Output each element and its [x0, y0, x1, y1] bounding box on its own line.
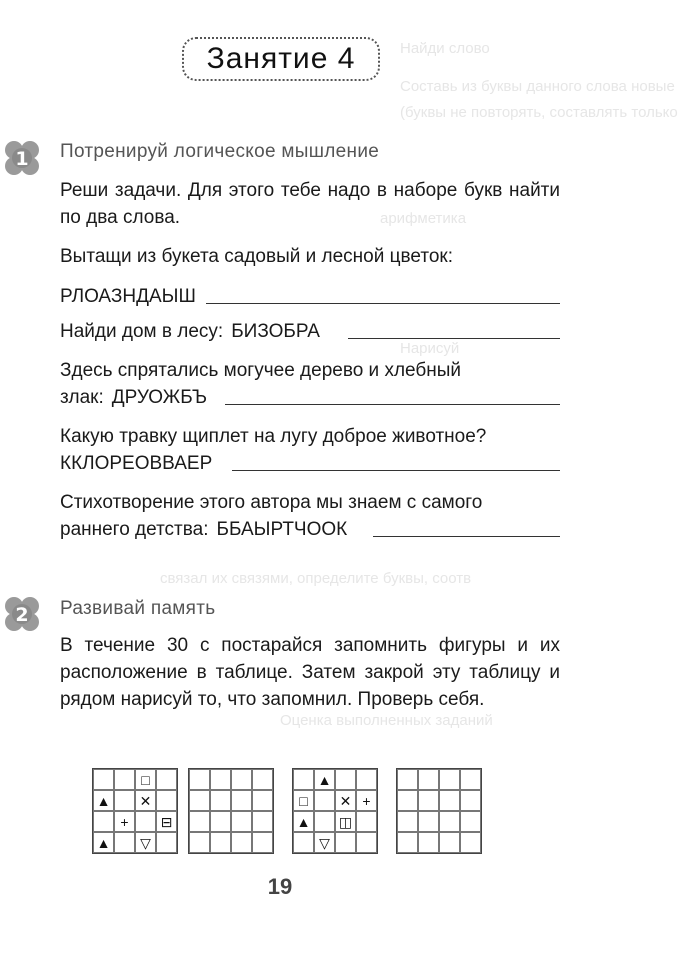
grid-cell[interactable] — [231, 790, 252, 811]
task-5-question-line1: Стихотворение этого автора мы знаем с самого — [60, 492, 483, 513]
grid-cell[interactable] — [210, 811, 231, 832]
grid-cell: ⊟ — [156, 811, 177, 832]
memory-grid-2-empty[interactable] — [188, 768, 274, 854]
grid-cell — [356, 769, 377, 790]
task-1-letters: РЛОАЗНДАЫШ — [60, 286, 196, 307]
grid-cell[interactable] — [460, 769, 481, 790]
grid-cell[interactable] — [189, 790, 210, 811]
memory-grid-3 — [292, 768, 378, 854]
grid-cell — [293, 832, 314, 853]
grid-cell: ▲ — [293, 811, 314, 832]
memory-grid-1 — [92, 768, 178, 854]
grid-cell — [356, 832, 377, 853]
section-2-badge-number: 2 — [15, 604, 29, 626]
grid-cell: ▽ — [135, 832, 156, 853]
grid-cell[interactable] — [397, 790, 418, 811]
grid-cell — [314, 790, 335, 811]
section-2-badge-icon — [2, 594, 42, 634]
task-1-answer-blank[interactable] — [206, 303, 560, 304]
grid-cell[interactable] — [460, 790, 481, 811]
grid-cell[interactable] — [397, 811, 418, 832]
page-number: 19 — [267, 874, 293, 899]
grid-cell[interactable] — [231, 811, 252, 832]
section-2-text: В течение 30 с постарайся запомнить фигуры и их расположение в таблице. Затем закрой эту таблицу и рядом нарисуй то, что запомнил. Проверь себя. — [60, 635, 560, 710]
grid-cell — [93, 769, 114, 790]
grid-cell: ▽ — [314, 832, 335, 853]
grid-cell[interactable] — [397, 769, 418, 790]
task-5-answer-blank[interactable] — [373, 536, 560, 537]
grid-cell[interactable] — [252, 832, 273, 853]
grid-cell — [135, 811, 156, 832]
section-1-badge-number: 1 — [15, 148, 29, 170]
task-3-answer-blank[interactable] — [225, 404, 560, 405]
grid-cell[interactable] — [460, 832, 481, 853]
task-4-line — [60, 450, 560, 477]
memory-grid-4-empty[interactable] — [396, 768, 482, 854]
task-3-question-line1: Здесь спрятались могучее дерево и хлебный — [60, 360, 462, 381]
grid-cell[interactable] — [189, 832, 210, 853]
task-2-line — [60, 318, 560, 345]
task-1-answer-line — [60, 283, 560, 310]
grid-cell — [156, 769, 177, 790]
grid-cell[interactable] — [439, 811, 460, 832]
lesson-title: Занятие 4 — [182, 37, 380, 81]
grid-cell[interactable] — [210, 832, 231, 853]
grid-cell — [93, 811, 114, 832]
task-1-question: Вытащи из букета садовый и лесной цветок: — [60, 246, 453, 267]
grid-cell: ▲ — [314, 769, 335, 790]
grid-cell: + — [114, 811, 135, 832]
grid-cell — [335, 832, 356, 853]
grid-cell: □ — [293, 790, 314, 811]
grid-cell[interactable] — [210, 769, 231, 790]
grid-cell: ▲ — [93, 790, 114, 811]
grid-cell[interactable] — [439, 832, 460, 853]
task-5-letters: ББАЫРТЧООК — [216, 519, 348, 540]
grid-cell[interactable] — [397, 832, 418, 853]
grid-cell[interactable] — [418, 790, 439, 811]
grid-cell — [335, 769, 356, 790]
task-5-line — [60, 516, 560, 543]
grid-cell[interactable] — [252, 811, 273, 832]
grid-cell — [356, 811, 377, 832]
task-2-answer-blank[interactable] — [348, 338, 560, 339]
grid-cell: ✕ — [135, 790, 156, 811]
grid-cell — [156, 832, 177, 853]
grid-cell — [314, 811, 335, 832]
task-4-answer-blank[interactable] — [232, 470, 560, 471]
grid-cell: □ — [135, 769, 156, 790]
grid-cell — [114, 769, 135, 790]
grid-cell[interactable] — [439, 790, 460, 811]
grid-cell[interactable] — [210, 790, 231, 811]
grid-cell[interactable] — [418, 769, 439, 790]
grid-cell[interactable] — [189, 811, 210, 832]
grid-cell[interactable] — [231, 832, 252, 853]
grid-cell — [114, 790, 135, 811]
grid-cell[interactable] — [189, 769, 210, 790]
grid-cell[interactable] — [252, 769, 273, 790]
grid-cell[interactable] — [231, 769, 252, 790]
grid-cell: ▲ — [93, 832, 114, 853]
section-1-intro: Реши задачи. Для этого тебе надо в наборе букв найти по два слова. — [60, 180, 560, 228]
task-5-question-line2: раннего детства: — [60, 519, 209, 540]
task-2-letters: БИЗОБРА — [231, 321, 320, 342]
grid-cell: ◫ — [335, 811, 356, 832]
grid-cell[interactable] — [252, 790, 273, 811]
section-1-badge-icon — [2, 138, 42, 178]
grid-cell — [156, 790, 177, 811]
section-2-heading: Развивай память — [60, 598, 216, 619]
task-4-letters: ККЛОРЕОВВАЕР — [60, 453, 213, 474]
grid-cell[interactable] — [418, 811, 439, 832]
grid-cell[interactable] — [418, 832, 439, 853]
grid-cell: + — [356, 790, 377, 811]
task-2-question: Найди дом в лесу: — [60, 321, 224, 342]
grid-cell — [293, 769, 314, 790]
grid-cell — [114, 832, 135, 853]
task-3-question-line2: злак: — [60, 387, 104, 408]
grid-cell[interactable] — [439, 769, 460, 790]
task-3-line — [60, 384, 560, 411]
grid-cell: ✕ — [335, 790, 356, 811]
task-3-letters: ДРУОЖБЪ — [111, 387, 208, 408]
task-4-question: Какую травку щиплет на лугу доброе животное? — [60, 426, 487, 447]
section-1-heading: Потренируй логическое мышление — [60, 141, 380, 162]
grid-cell[interactable] — [460, 811, 481, 832]
